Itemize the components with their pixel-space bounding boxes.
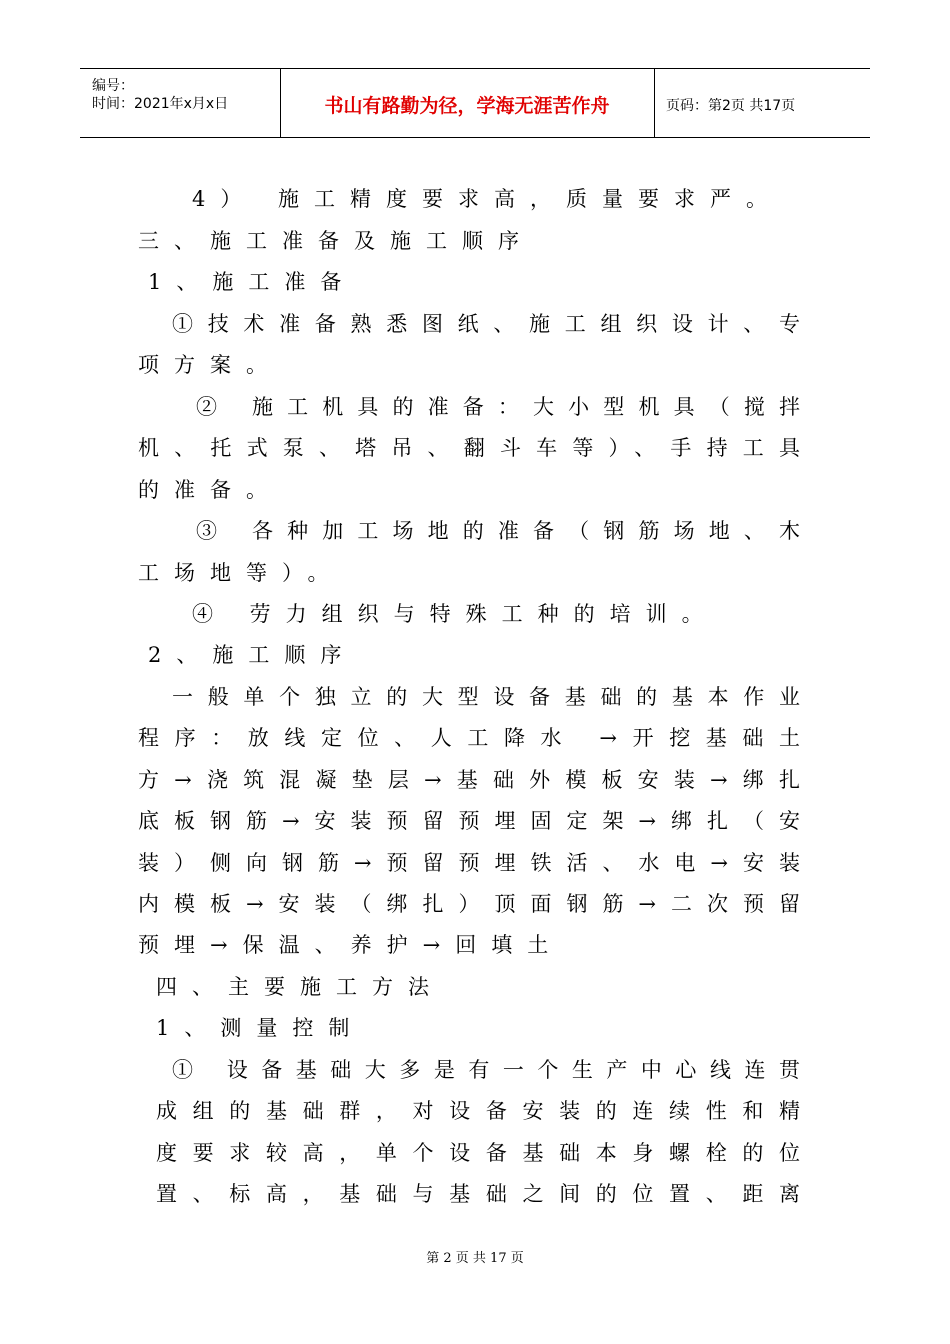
- body-line: 4） 施工精度要求高，质量要求严。: [192, 187, 783, 211]
- page-footer: 第 2 页 共 17 页: [426, 1251, 524, 1266]
- body-line: 内模板→安装（绑扎）顶面钢筋→二次预留: [138, 892, 800, 916]
- body-line: 一般单个独立的大型设备基础的基本作业: [172, 685, 800, 709]
- body-line: 成组的基础群，对设备安装的连续性和精: [156, 1099, 800, 1123]
- header-motto-cell: [280, 69, 655, 137]
- body-line: 机、托式泵、塔吊、翻斗车等）、手持工具: [138, 436, 800, 460]
- section-heading: 三、施工准备及施工顺序: [138, 229, 534, 253]
- body-line: 项方案。: [138, 353, 282, 377]
- body-line: 置、标高，基础与基础之间的位置、距离: [156, 1182, 800, 1206]
- body-line: ② 施工机具的准备：大小型机具（搅拌: [196, 395, 800, 419]
- body-line: 的准备。: [138, 478, 282, 502]
- time-label: 时间：2021年x月x日: [92, 96, 229, 112]
- body-line: ① 设备基础大多是有一个生产中心线连贯: [172, 1058, 800, 1082]
- subsection-heading: 1、测量控制: [156, 1016, 365, 1040]
- body-line: ①技术准备熟悉图纸、施工组织设计、专: [172, 312, 800, 336]
- body-line: 预埋→保温、养护→回填土: [138, 933, 564, 957]
- subsection-heading: 1、施工准备: [148, 270, 357, 294]
- body-line: 底板钢筋→安装预留预埋固定架→绑扎（安: [138, 809, 800, 833]
- document-header: [80, 68, 870, 138]
- header-page-cell: [654, 69, 870, 137]
- section-heading: 四、主要施工方法: [156, 975, 444, 999]
- body-line: 程序：放线定位、人工降水 →开挖基础土: [138, 726, 800, 750]
- header-motto: 书山有路勤为径，学海无涯苦作舟: [324, 95, 610, 117]
- header-page-number: 页码：第2页 共17页: [666, 98, 796, 114]
- subsection-heading: 2、施工顺序: [148, 643, 357, 667]
- header-info-cell: [80, 69, 281, 137]
- body-line: ④ 劳力组织与特殊工种的培训。: [192, 602, 718, 626]
- body-line: 工场地等）。: [138, 561, 344, 585]
- serial-number-label: 编号：: [92, 78, 134, 94]
- body-line: ③ 各种加工场地的准备（钢筋场地、木: [196, 519, 800, 543]
- body-line: 方→浇筑混凝垫层→基础外模板安装→绑扎: [138, 768, 800, 792]
- body-line: 装）侧向钢筋→预留预埋铁活、水电→安装: [138, 851, 800, 875]
- body-line: 度要求较高，单个设备基础本身螺栓的位: [156, 1141, 800, 1165]
